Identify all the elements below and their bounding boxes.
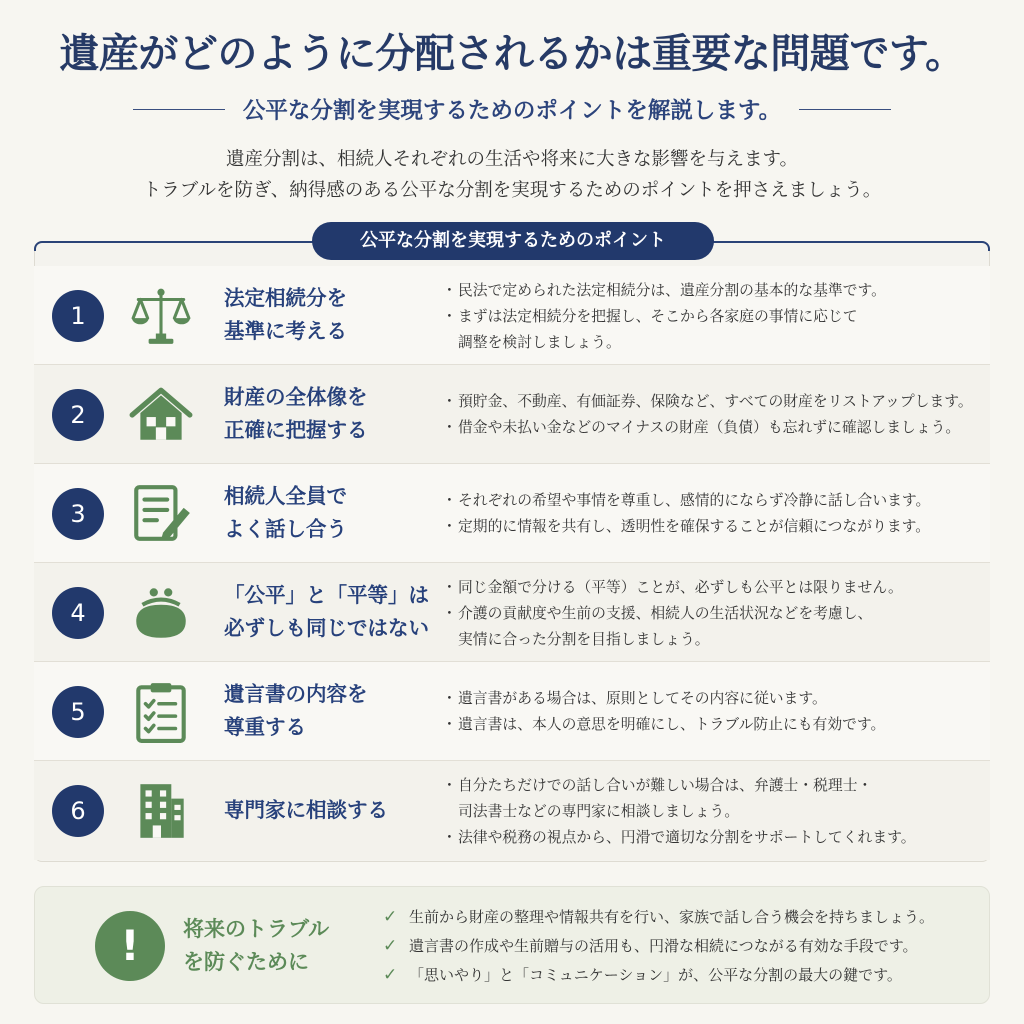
scale-icon <box>124 280 198 352</box>
bullet-item-continuation: 実情に合った分割を目指しましょう。 <box>458 631 710 648</box>
page-subtitle: 公平な分割を実現するためのポイントを解説します。 <box>242 98 782 124</box>
panel-title: 公平な分割を実現するためのポイント <box>312 222 714 260</box>
point-number-badge: 1 <box>52 290 104 342</box>
point-row-4 <box>34 563 990 662</box>
point-row-2 <box>34 365 990 464</box>
document-pen-icon <box>124 478 198 550</box>
subtitle-row <box>0 92 1024 126</box>
tips-item-text: 遺言書の作成や生前贈与の活用も、円滑な相続につながる有効な手段です。 <box>409 937 918 955</box>
bullet-item: ・ 介護の貢献度や生前の支援、相続人の生活状況などを考慮し、 <box>444 601 984 627</box>
point-heading <box>224 794 444 827</box>
left-divider <box>133 109 225 110</box>
point-heading-line: 正確に把握する <box>224 418 368 442</box>
bullet-item: ・ 民法で定められた法定相続分は、遺産分割の基本的な基準です。 <box>444 278 984 304</box>
point-row-6 <box>34 761 990 860</box>
point-heading-line: 相続人全員で <box>224 484 347 508</box>
point-bullets <box>444 773 984 851</box>
intro-line: 遺産分割は、相続人それぞれの生活や将来に大きな影響を与えます。 <box>225 149 799 170</box>
point-number-badge: 4 <box>52 587 104 639</box>
bullet-item: ・ まずは法定相続分を把握し、そこから各家庭の事情に応じて <box>444 304 984 330</box>
point-heading <box>224 678 444 744</box>
tips-item <box>383 932 934 961</box>
bullet-item: ・ それぞれの希望や事情を尊重し、感情的にならず冷静に話し合います。 <box>444 488 984 514</box>
building-icon <box>124 775 198 847</box>
tips-title-line: を防ぐために <box>183 950 309 974</box>
check-icon: ✓ <box>383 907 398 927</box>
point-heading <box>224 282 444 348</box>
point-heading-line: 法定相続分を <box>224 286 347 310</box>
point-bullets <box>444 488 984 540</box>
point-heading-line: 専門家に相談する <box>224 798 388 822</box>
point-bullets <box>444 389 984 441</box>
clipboard-checklist-icon <box>124 676 198 748</box>
tips-item-text: 「思いやり」と「コミュニケーション」が、公平な分割の最大の鍵です。 <box>409 966 902 984</box>
tips-title-line: 将来のトラブル <box>183 917 330 941</box>
point-heading-line: 財産の全体像を <box>224 385 368 409</box>
point-bullets <box>444 575 984 653</box>
point-heading-line: 遺言書の内容を <box>224 682 368 706</box>
point-heading <box>224 480 444 546</box>
point-heading <box>224 579 444 645</box>
intro-line: トラブルを防ぎ、納得感のある公平な分割を実現するためのポイントを押さえましょう。 <box>142 180 882 201</box>
bullet-item: ・ 定期的に情報を共有し、透明性を確保することが信頼につながります。 <box>444 514 984 540</box>
tips-title <box>183 913 329 979</box>
point-heading-line: 基準に考える <box>224 319 347 343</box>
point-heading-line: よく話し合う <box>224 517 347 541</box>
exclamation-icon: ! <box>95 911 165 981</box>
bullet-item: ・ 遺言書がある場合は、原則としてその内容に従います。 <box>444 686 984 712</box>
tips-box <box>34 886 990 1004</box>
check-icon: ✓ <box>383 965 398 985</box>
bullet-item: ・ 預貯金、不動産、有価証券、保険など、すべての財産をリストアップします。 <box>444 389 984 415</box>
point-number-badge: 6 <box>52 785 104 837</box>
point-heading-line: 尊重する <box>224 715 306 739</box>
point-number-badge: 5 <box>52 686 104 738</box>
bullet-item: ・ 法律や税務の視点から、円滑で適切な分割をサポートしてくれます。 <box>444 825 984 851</box>
page-title: 遺産がどのように分配されるかは重要な問題です。 <box>59 30 965 77</box>
point-row-1 <box>34 266 990 365</box>
tips-item <box>383 903 934 932</box>
points-list <box>34 266 990 860</box>
purse-icon <box>124 577 198 649</box>
point-number-badge: 2 <box>52 389 104 441</box>
bullet-item: ・ 同じ金額で分ける（平等）ことが、必ずしも公平とは限りません。 <box>444 575 984 601</box>
point-row-5 <box>34 662 990 761</box>
point-bullets <box>444 686 984 738</box>
bullet-item: ・ 遺言書は、本人の意思を明確にし、トラブル防止にも有効です。 <box>444 712 984 738</box>
right-divider <box>799 109 891 110</box>
point-bullets <box>444 278 984 356</box>
tips-item-text: 生前から財産の整理や情報共有を行い、家族で話し合う機会を持ちましょう。 <box>409 908 935 926</box>
bullet-item-continuation: 司法書士などの専門家に相談しましょう。 <box>458 803 740 820</box>
point-number-badge: 3 <box>52 488 104 540</box>
intro-text <box>0 144 1024 206</box>
tips-list <box>383 903 934 990</box>
bullet-item: ・ 自分たちだけでの話し合いが難しい場合は、弁護士・税理士・ <box>444 773 984 799</box>
bullet-item-continuation: 調整を検討しましょう。 <box>458 334 621 351</box>
bullet-item: ・ 借金や未払い金などのマイナスの財産（負債）も忘れずに確認しましょう。 <box>444 415 984 441</box>
tips-item <box>383 961 934 990</box>
point-heading-line: 「公平」と「平等」は <box>224 583 429 607</box>
point-heading-line: 必ずしも同じではない <box>224 616 429 640</box>
point-heading <box>224 381 444 447</box>
house-icon <box>124 379 198 451</box>
check-icon: ✓ <box>383 936 398 956</box>
point-row-3 <box>34 464 990 563</box>
